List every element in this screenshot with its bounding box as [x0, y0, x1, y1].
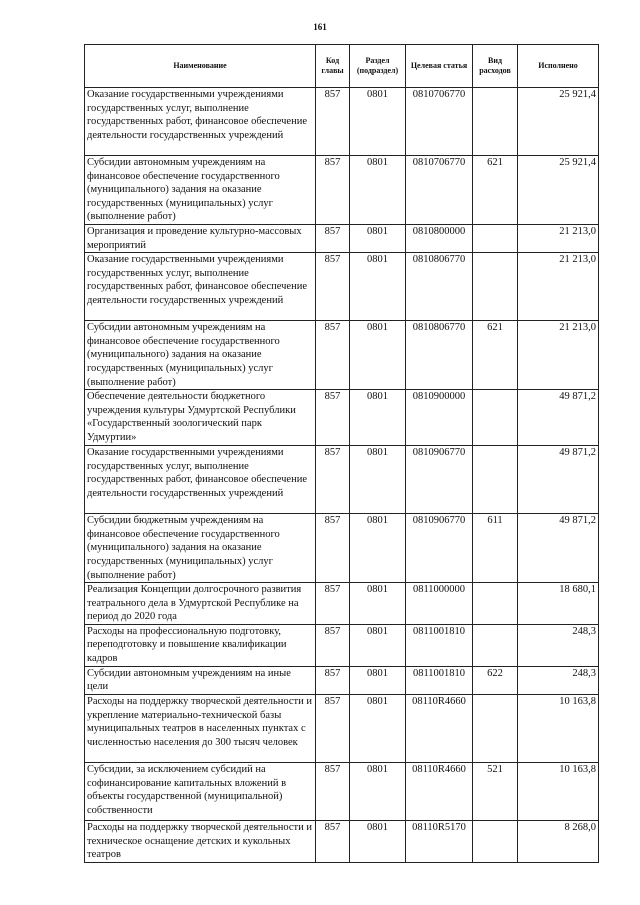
cell-section: 0801	[350, 695, 406, 763]
table-header-row	[85, 45, 599, 88]
table-row	[85, 624, 599, 666]
cell-section: 0801	[350, 624, 406, 666]
cell-code: 857	[316, 88, 350, 156]
cell-expense-type	[473, 446, 518, 514]
cell-expense-type	[473, 583, 518, 625]
cell-section: 0801	[350, 514, 406, 583]
cell-target: 0811000000	[406, 583, 473, 625]
cell-name: Расходы на профессиональную подготовку, переподготовку и повышение квалификации кадров	[85, 624, 316, 666]
cell-target: 0810806770	[406, 253, 473, 321]
cell-expense-type: 622	[473, 666, 518, 694]
cell-name: Субсидии автономным учреждениям на финансовое обеспечение государственного (муниципального) задания на оказание государственных (муниципальных) услуг (выполнение работ)	[85, 321, 316, 390]
table-row	[85, 446, 599, 514]
cell-executed: 10 163,8	[518, 763, 599, 821]
cell-code: 857	[316, 253, 350, 321]
page-number: 161	[313, 22, 327, 32]
cell-section: 0801	[350, 821, 406, 863]
cell-section: 0801	[350, 583, 406, 625]
cell-target: 08110R4660	[406, 763, 473, 821]
cell-code: 857	[316, 224, 350, 252]
cell-name: Оказание государственными учреждениями государственных услуг, выполнение государственных работ, финансовое обеспечение деятельности государственных учреждений	[85, 253, 316, 321]
cell-code: 857	[316, 624, 350, 666]
cell-target: 08110R5170	[406, 821, 473, 863]
cell-target: 0810800000	[406, 224, 473, 252]
cell-name: Субсидии, за исключением субсидий на софинансирование капитальных вложений в объекты государственной (муниципальной) собственности	[85, 763, 316, 821]
cell-target: 0811001810	[406, 624, 473, 666]
table-row	[85, 666, 599, 694]
cell-name: Расходы на поддержку творческой деятельности и укрепление материально-технической базы муниципальных театров в населенных пунктах с численностью населения до 300 тысяч человек	[85, 695, 316, 763]
cell-code: 857	[316, 763, 350, 821]
cell-name: Оказание государственными учреждениями государственных услуг, выполнение государственных работ, финансовое обеспечение деятельности государственных учреждений	[85, 88, 316, 156]
header-section: Раздел (подраздел)	[350, 45, 406, 88]
table-row	[85, 321, 599, 390]
cell-section: 0801	[350, 88, 406, 156]
cell-code: 857	[316, 695, 350, 763]
table-row	[85, 583, 599, 625]
cell-expense-type	[473, 624, 518, 666]
table-row	[85, 156, 599, 225]
budget-table	[84, 44, 599, 863]
cell-name: Расходы на поддержку творческой деятельности и техническое оснащение детских и кукольных театров	[85, 821, 316, 863]
cell-executed: 10 163,8	[518, 695, 599, 763]
cell-section: 0801	[350, 156, 406, 225]
cell-expense-type: 611	[473, 514, 518, 583]
cell-executed: 21 213,0	[518, 253, 599, 321]
cell-executed: 25 921,4	[518, 156, 599, 225]
cell-code: 857	[316, 666, 350, 694]
cell-code: 857	[316, 446, 350, 514]
cell-executed: 248,3	[518, 666, 599, 694]
cell-expense-type	[473, 88, 518, 156]
cell-name: Субсидии бюджетным учреждениям на финансовое обеспечение государственного (муниципального) задания на оказание государственных (муниципальных) услуг (выполнение работ)	[85, 514, 316, 583]
table-row	[85, 88, 599, 156]
cell-code: 857	[316, 583, 350, 625]
cell-name: Обеспечение деятельности бюджетного учреждения культуры Удмуртской Республики «Государственный зоологический парк Удмуртии»	[85, 390, 316, 446]
cell-expense-type: 521	[473, 763, 518, 821]
cell-section: 0801	[350, 321, 406, 390]
cell-section: 0801	[350, 763, 406, 821]
cell-executed: 49 871,2	[518, 446, 599, 514]
cell-name: Субсидии автономным учреждениям на иные цели	[85, 666, 316, 694]
cell-executed: 248,3	[518, 624, 599, 666]
header-target: Целевая статья	[406, 45, 473, 88]
cell-executed: 18 680,1	[518, 583, 599, 625]
table-row	[85, 821, 599, 863]
cell-code: 857	[316, 514, 350, 583]
table-row	[85, 695, 599, 763]
cell-name: Оказание государственными учреждениями государственных услуг, выполнение государственных работ, финансовое обеспечение деятельности государственных учреждений	[85, 446, 316, 514]
cell-name: Субсидии автономным учреждениям на финансовое обеспечение государственного (муниципального) задания на оказание государственных (муниципальных) услуг (выполнение работ)	[85, 156, 316, 225]
cell-executed: 49 871,2	[518, 514, 599, 583]
cell-target: 0810706770	[406, 156, 473, 225]
cell-code: 857	[316, 321, 350, 390]
cell-expense-type: 621	[473, 156, 518, 225]
cell-section: 0801	[350, 446, 406, 514]
cell-target: 0810806770	[406, 321, 473, 390]
table-row	[85, 224, 599, 252]
cell-section: 0801	[350, 666, 406, 694]
cell-executed: 49 871,2	[518, 390, 599, 446]
table-row	[85, 253, 599, 321]
cell-name: Реализация Концепции долгосрочного развития театрального дела в Удмуртской Республике на период до 2020 года	[85, 583, 316, 625]
cell-target: 0810906770	[406, 514, 473, 583]
cell-section: 0801	[350, 224, 406, 252]
cell-executed: 21 213,0	[518, 321, 599, 390]
cell-expense-type	[473, 821, 518, 863]
header-name: Наименование	[85, 45, 316, 88]
cell-expense-type	[473, 695, 518, 763]
cell-expense-type	[473, 253, 518, 321]
table-row	[85, 514, 599, 583]
cell-executed: 25 921,4	[518, 88, 599, 156]
table-row	[85, 390, 599, 446]
cell-section: 0801	[350, 253, 406, 321]
cell-expense-type	[473, 390, 518, 446]
cell-executed: 8 268,0	[518, 821, 599, 863]
cell-target: 08110R4660	[406, 695, 473, 763]
cell-expense-type	[473, 224, 518, 252]
cell-target: 0811001810	[406, 666, 473, 694]
cell-code: 857	[316, 390, 350, 446]
cell-target: 0810706770	[406, 88, 473, 156]
header-expense-type: Вид расходов	[473, 45, 518, 88]
cell-expense-type: 621	[473, 321, 518, 390]
cell-target: 0810900000	[406, 390, 473, 446]
cell-target: 0810906770	[406, 446, 473, 514]
cell-name: Организация и проведение культурно-массовых мероприятий	[85, 224, 316, 252]
cell-section: 0801	[350, 390, 406, 446]
cell-executed: 21 213,0	[518, 224, 599, 252]
table-row	[85, 763, 599, 821]
header-code: Код главы	[316, 45, 350, 88]
cell-code: 857	[316, 156, 350, 225]
header-executed: Исполнено	[518, 45, 599, 88]
cell-code: 857	[316, 821, 350, 863]
